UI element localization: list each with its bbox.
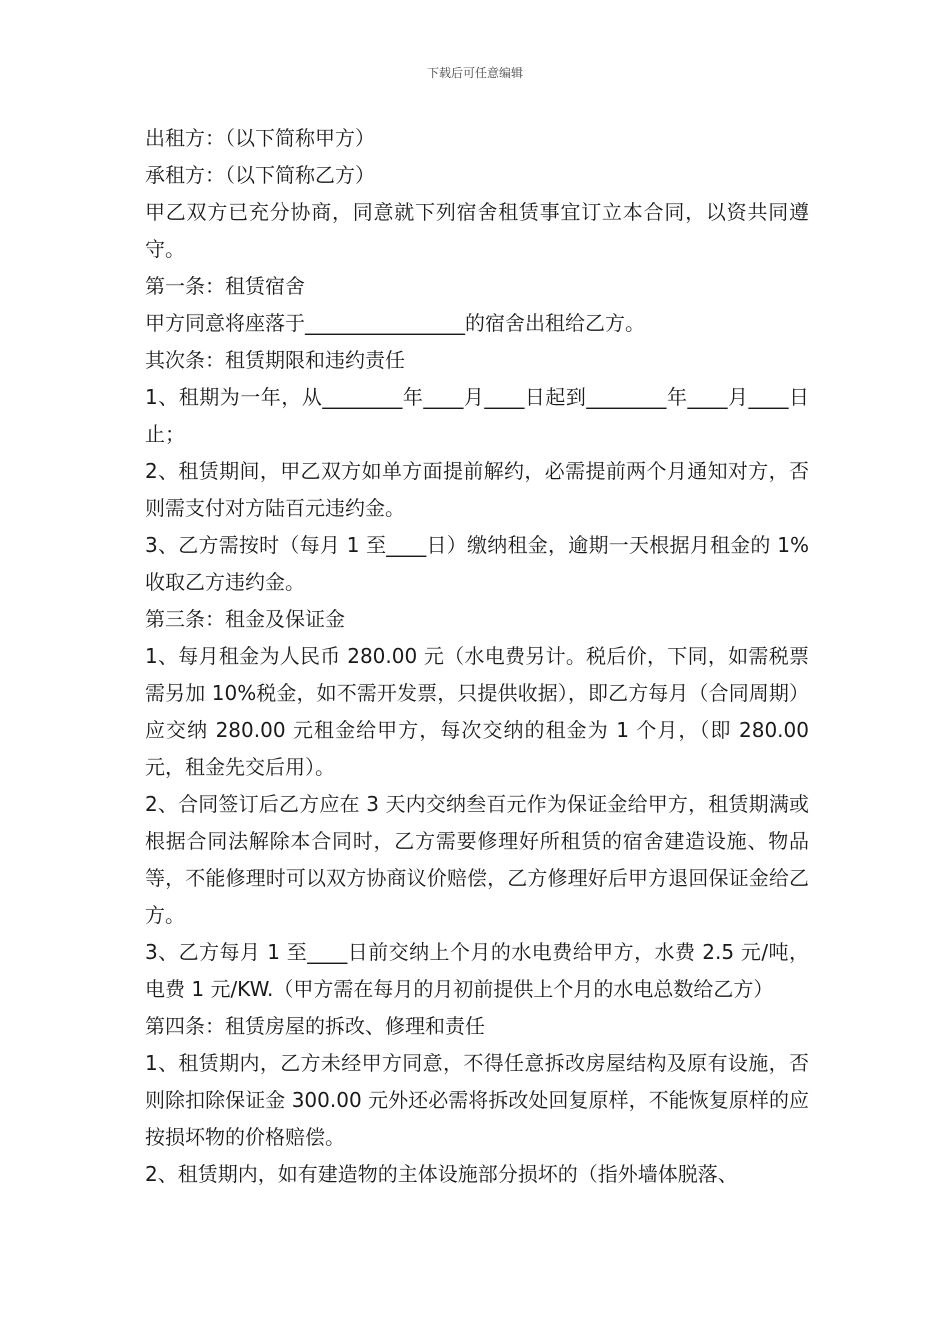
article-4-item-2: 2、租赁期内，如有建造物的主体设施部分损坏的（指外墙体脱落、 — [145, 1162, 738, 1186]
paragraph-preamble: 甲乙双方已充分协商，同意就下列宿舍租赁事宜订立本合同，以资共同遵守。 — [145, 200, 809, 261]
article-3-item-3: 3、乙方每月 1 至____日前交纳上个月的水电费给甲方，水费 2.5 元/吨，电费 1 元/KW.（甲方需在每月的月初前提供上个月的水电总数给乙方） — [145, 940, 809, 1001]
article-3-item-1: 1、每月租金为人民币 280.00 元（水电费另计。税后价，下同，如需税票需另加 10%税金，如不需开发票，只提供收据），即乙方每月（合同周期）应交纳 280.00 元租金给甲方，每次交纳的租金为 1 个月，（即 280.00 元，租金先交后用）。 — [145, 644, 809, 779]
article-4-item-1: 1、租赁期内，乙方未经甲方同意，不得任意拆改房屋结构及原有设施，否则除扣除保证金 300.00 元外还必需将拆改处回复原样，不能恢复原样的应按损坏物的价格赔偿。 — [145, 1051, 809, 1149]
paragraph-lessor: 出租方：（以下简称甲方） — [145, 126, 375, 150]
article-3-item-2: 2、合同签订后乙方应在 3 天内交纳叁百元作为保证金给甲方，租赁期满或根据合同法解除本合同时，乙方需要修理好所租赁的宿舍建造设施、物品等，不能修理时可以双方协商议价赔偿，乙方修理好后甲方退回保证金给乙方。 — [145, 792, 809, 927]
article-3-heading: 第三条：租金及保证金 — [145, 607, 345, 631]
page-header: 下载后可任意编辑 — [426, 66, 523, 80]
paragraph-lessee: 承租方：（以下简称乙方） — [145, 163, 375, 187]
article-2-item-1: 1、租期为一年，从________年____月____日起到________年____月____日止； — [145, 385, 809, 446]
contract-body — [145, 120, 809, 1193]
article-1-heading: 第一条：租赁宿舍 — [145, 274, 305, 298]
article-2-item-3: 3、乙方需按时（每月 1 至____日）缴纳租金，逾期一天根据月租金的 1%收取乙方违约金。 — [145, 533, 809, 594]
article-2-heading: 其次条：租赁期限和违约责任 — [145, 348, 405, 372]
article-4-heading: 第四条：租赁房屋的拆改、修理和责任 — [145, 1014, 485, 1038]
article-2-item-2: 2、租赁期间，甲乙双方如单方面提前解约，必需提前两个月通知对方，否则需支付对方陆百元违约金。 — [145, 459, 809, 520]
article-1-text: 甲方同意将座落于________________的宿舍出租给乙方。 — [145, 311, 645, 335]
